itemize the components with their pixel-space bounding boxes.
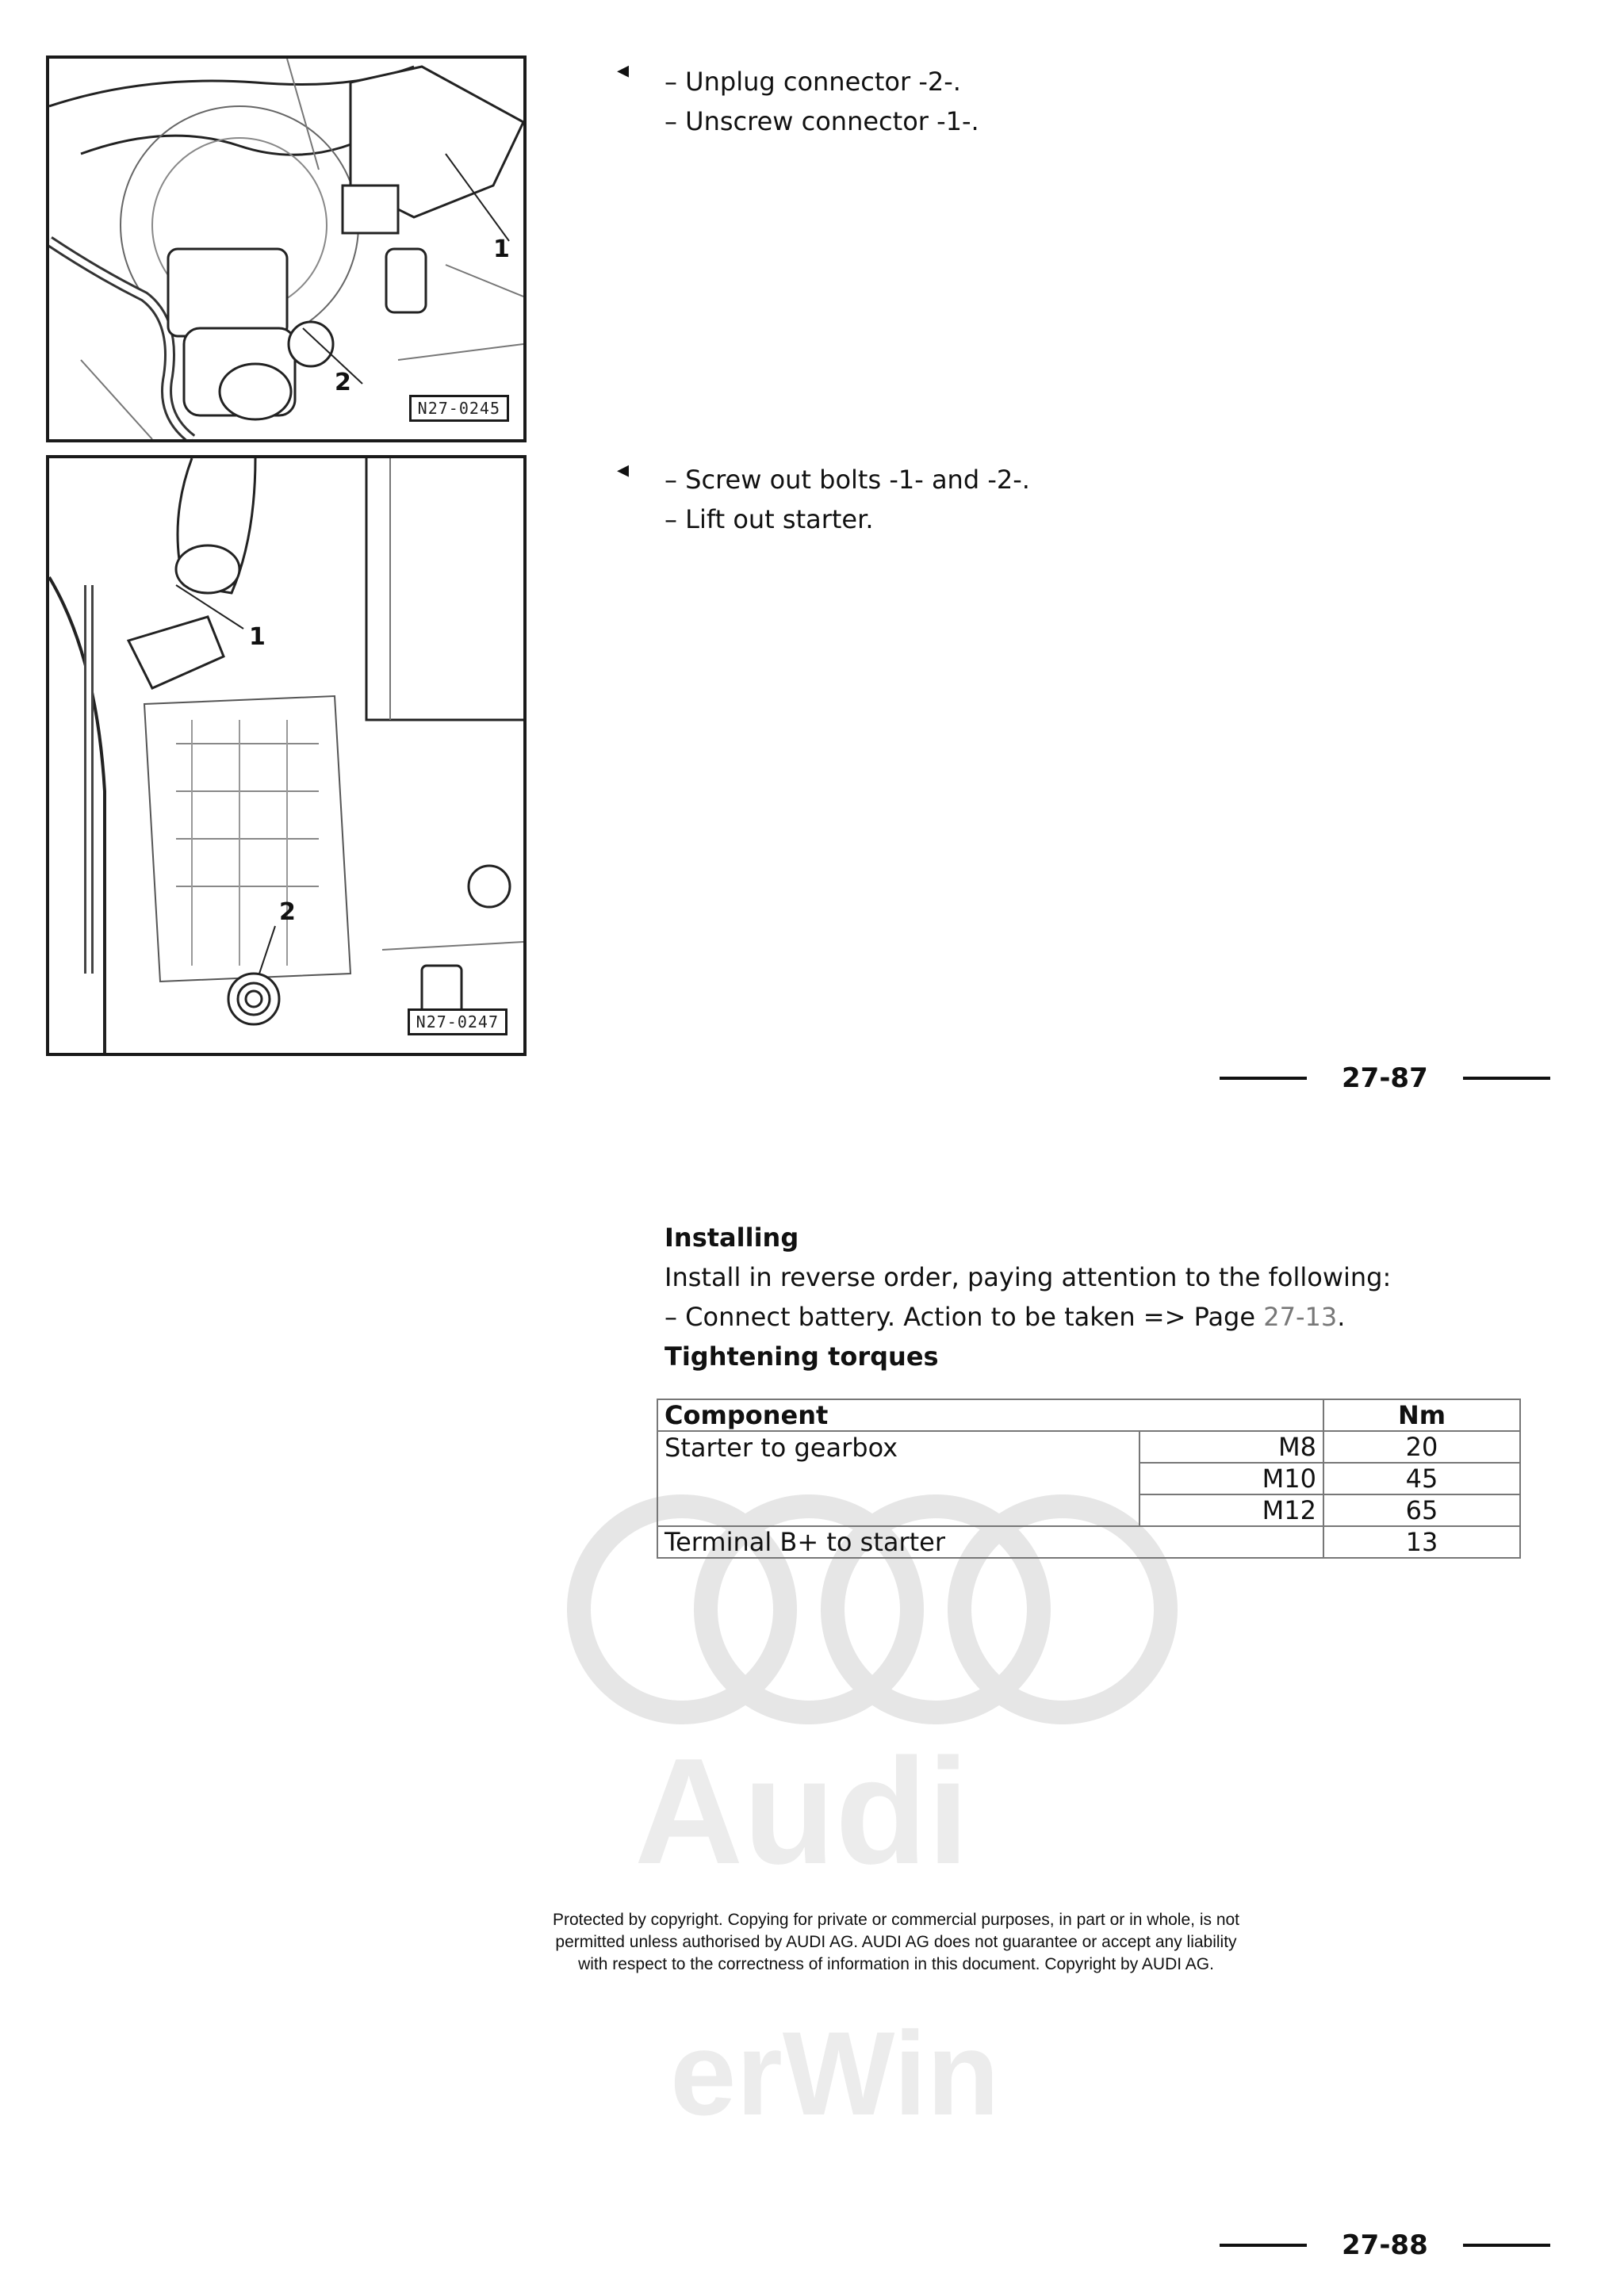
- step-text: – Unscrew connector -1-.: [665, 106, 979, 136]
- cell-component: Terminal B+ to starter: [657, 1526, 1323, 1558]
- cell-nm: 65: [1323, 1494, 1520, 1526]
- figure-code: N27-0247: [408, 1008, 508, 1035]
- page-number-label: 27-88: [1342, 2229, 1428, 2261]
- callout-1: 1: [249, 623, 266, 651]
- cell-nm: 45: [1323, 1463, 1520, 1494]
- column-header-nm: Nm: [1323, 1399, 1520, 1431]
- audi-watermark-logo: Audi: [634, 1728, 970, 1896]
- cell-nm: 13: [1323, 1526, 1520, 1558]
- cell-size: M10: [1139, 1463, 1323, 1494]
- installing-heading: Installing: [665, 1223, 799, 1253]
- page-number-second: [1220, 2229, 1550, 2261]
- installing-step: – Connect battery. Action to be taken => Page 27-13.: [665, 1302, 1346, 1332]
- installing-section: [665, 1218, 1391, 1376]
- callout-2: 2: [279, 898, 296, 926]
- erwin-watermark-logo: erWin: [670, 2007, 1000, 2140]
- step-marker-icon: ◂: [617, 56, 630, 84]
- callout-1: 1: [493, 235, 510, 263]
- table-row: [657, 1431, 1520, 1463]
- cell-component: [657, 1463, 1139, 1494]
- table-row: [657, 1494, 1520, 1526]
- illustration-starter-bolts: [46, 455, 527, 1056]
- table-row: [657, 1463, 1520, 1494]
- cell-component: Starter to gearbox: [657, 1431, 1139, 1463]
- column-header-component: Component: [657, 1399, 1323, 1431]
- step-text: – Unplug connector -2-.: [665, 67, 961, 97]
- page-link[interactable]: 27-13: [1263, 1302, 1338, 1332]
- starter-connector-drawing: [49, 59, 523, 439]
- figure-code: N27-0245: [409, 395, 509, 422]
- step-group-unplug: [665, 62, 979, 141]
- cell-size: M12: [1139, 1494, 1323, 1526]
- step-text: – Lift out starter.: [665, 504, 874, 534]
- torques-heading: Tightening torques: [665, 1341, 939, 1372]
- installing-intro: Install in reverse order, paying attention to the following:: [665, 1262, 1392, 1292]
- torque-table: [657, 1399, 1521, 1559]
- table-row: [657, 1526, 1520, 1558]
- starter-bolts-drawing: [49, 458, 523, 1053]
- copyright-notice: Protected by copyright. Copying for private or commercial purposes, in part or in whole, is not permitted unless authorised by AUDI AG. AUDI AG does not guarantee or accept any liability with respect to the correctness of information in this document. Copyright by AUDI AG.: [552, 1911, 1240, 1973]
- cell-size: M8: [1139, 1431, 1323, 1463]
- cell-component: [657, 1494, 1139, 1526]
- page-number-label: 27-87: [1342, 1062, 1428, 1094]
- illustration-unplug-connector: [46, 55, 527, 442]
- callout-2: 2: [335, 369, 351, 396]
- table-header-row: [657, 1399, 1520, 1431]
- step-group-screw-out: [665, 460, 1030, 539]
- step-text: – Screw out bolts -1- and -2-.: [665, 465, 1030, 495]
- cell-nm: 20: [1323, 1431, 1520, 1463]
- page-number-first: [1220, 1062, 1550, 1094]
- step-marker-icon: ◂: [617, 456, 630, 484]
